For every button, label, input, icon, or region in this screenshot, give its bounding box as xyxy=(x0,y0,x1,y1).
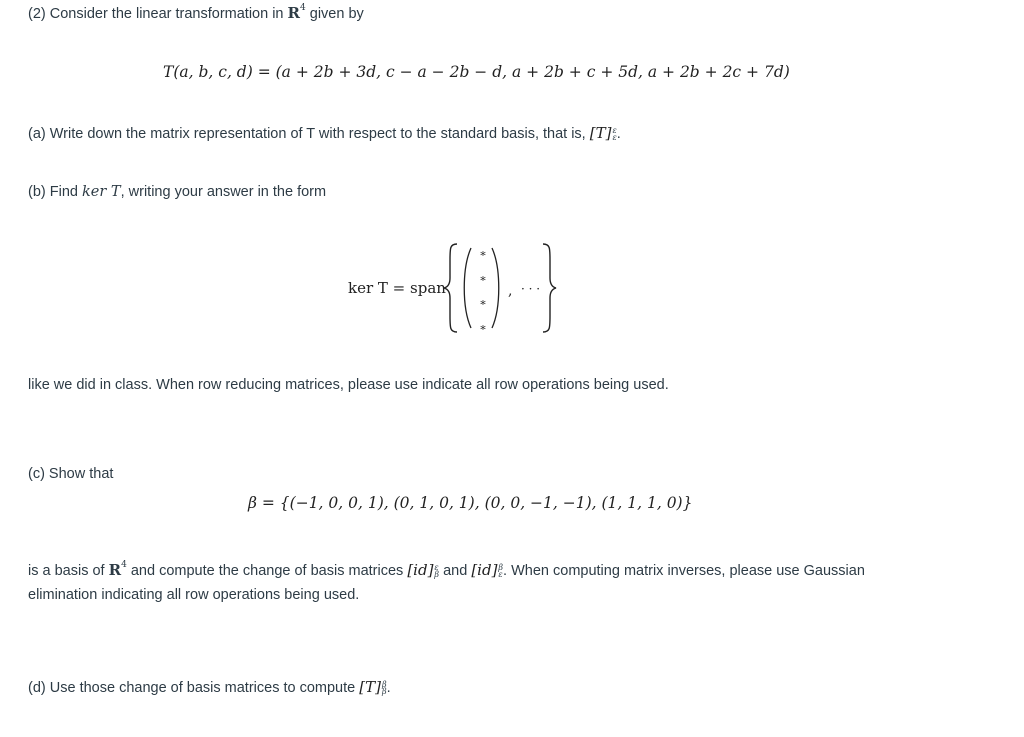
space-symbol: R xyxy=(108,561,122,579)
part-d xyxy=(28,678,391,696)
part-c-line-1 xyxy=(28,561,865,579)
matrix-notation-sub: ε xyxy=(612,133,617,143)
id-matrix-1-sup: ε xyxy=(434,563,439,573)
vector-entry: ∗ xyxy=(479,247,487,260)
and-text: and xyxy=(443,563,468,579)
right-brace xyxy=(543,244,556,332)
part-b-instructions: like we did in class. When row reducing matrices, please use indicate all row operations being used. xyxy=(28,377,669,393)
id-matrix-1-sub: β xyxy=(434,570,440,580)
id-matrix-2-sub: ε xyxy=(498,570,503,580)
span-set-braces xyxy=(440,240,560,336)
space-exponent: 4 xyxy=(299,3,306,14)
transformation-formula: T(a, b, c, d) = (a + 2b + 3d, c − a − 2b − d, a + 2b + c + 5d, a + 2b + 2c + 7d) xyxy=(163,63,790,81)
vector-entries xyxy=(476,242,490,340)
part-c-line-2: elimination indicating all row operations being used. xyxy=(28,587,360,603)
matrix-notation-sup: ε xyxy=(612,126,617,136)
matrix-notation: [T] xyxy=(359,678,381,696)
matrix-notation-sub: β xyxy=(381,687,387,697)
part-d-end: . xyxy=(386,680,391,696)
id-matrix-1: [id] xyxy=(407,561,434,579)
space-symbol: R xyxy=(287,4,300,22)
intro-text: (2) Consider the linear transformation in xyxy=(28,6,284,22)
part-a-end: . xyxy=(616,126,621,142)
given-by-text: given by xyxy=(309,6,364,22)
problem-intro xyxy=(28,4,364,22)
part-c-label: (c) Show that xyxy=(28,466,114,482)
part-a xyxy=(28,124,621,142)
vector-entry: ∗ xyxy=(479,296,487,309)
part-b-suffix: , writing your answer in the form xyxy=(120,184,327,200)
id-matrix-2-sup: β xyxy=(498,563,504,573)
matrix-notation-sup: β xyxy=(381,680,387,690)
basis-formula: β = {(−1, 0, 0, 1), (0, 1, 0, 1), (0, 0, −1, −1), (1, 1, 1, 0)} xyxy=(248,494,693,512)
part-c-text-2: and compute the change of basis matrices xyxy=(130,563,404,579)
ker-t: ker T xyxy=(82,184,121,200)
part-c-text-3: . When computing matrix inverses, please use Gaussian xyxy=(503,563,865,579)
space-exponent: 4 xyxy=(121,560,127,571)
part-b xyxy=(28,184,326,200)
part-b-prefix: (b) Find xyxy=(28,184,78,200)
vector-right-paren xyxy=(492,248,499,328)
part-a-text: (a) Write down the matrix representation of T with respect to the standard basis, that is, xyxy=(28,126,586,142)
left-brace xyxy=(444,244,457,332)
set-comma: , xyxy=(508,283,513,299)
set-ellipsis: · · · xyxy=(521,282,541,296)
vector-entry: ∗ xyxy=(479,320,487,334)
vector-left-paren xyxy=(464,248,471,328)
matrix-notation: [T] xyxy=(589,124,612,142)
vector-entry: ∗ xyxy=(479,271,487,285)
part-d-text: (d) Use those change of basis matrices to compute xyxy=(28,680,356,696)
part-c-text-1: is a basis of xyxy=(28,563,105,579)
id-matrix-2: [id] xyxy=(471,561,498,579)
kernel-span-lhs: ker T = span xyxy=(348,279,446,297)
